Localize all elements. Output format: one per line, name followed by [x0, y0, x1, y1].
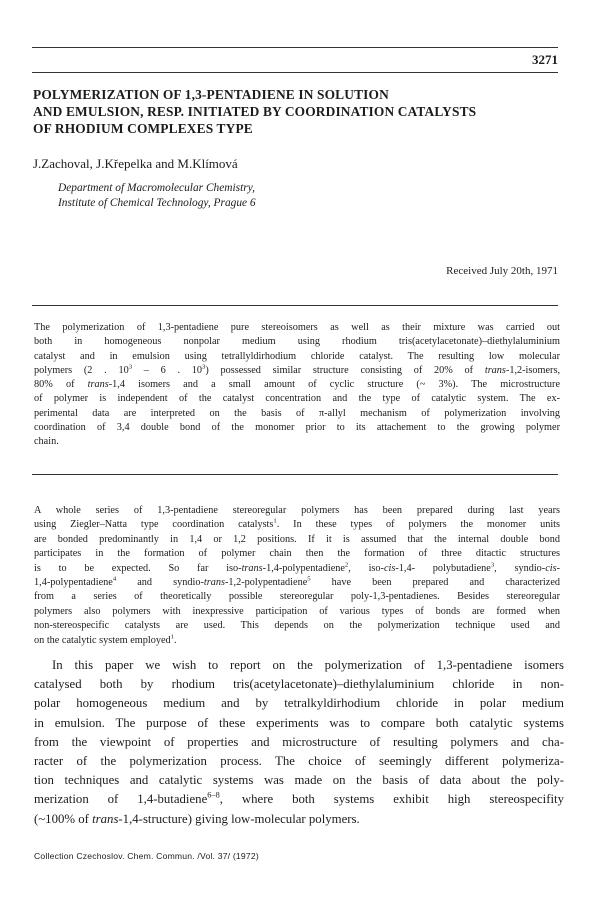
abstract-line: both in homogeneous nonpolar medium using rhodium tris(acetylacetonate)–diethylaluminium	[34, 336, 560, 348]
intro-line: polymers also polymers with inexpressive participation of various types of bonds are formed when	[34, 605, 560, 617]
affiliation-line: Department of Macromolecular Chemistry,	[58, 182, 255, 194]
abstract-bottom-rule	[32, 474, 558, 475]
abstract-line: perimental data are interpreted on the basis of π-allyl mechanism of polymerization involving	[34, 407, 560, 419]
intro-line: non-stereospecific catalysts are used. This depends on the polymerization technique used and	[34, 620, 560, 632]
body-line: tion techniques and catalytic systems was made on the basis of data about the poly-	[34, 773, 564, 788]
intro-line: is to be expected. So far iso-trans-1,4-polypentadiene$^2$, iso-cis-1,4- polybutadiene$^3$, syndio-cis-	[34, 561, 561, 574]
affiliation-line: Institute of Chemical Technology, Prague 6	[58, 197, 256, 209]
intro-line: A whole series of 1,3-pentadiene stereoregular polymers has been prepared during last years	[34, 505, 560, 516]
body-line: from the viewpoint of properties and microstructure of resulting polymers and cha-	[34, 734, 564, 749]
intro-line: from a series of theoretically possible stereoregular poly-1,3-pentadienes. Besides stereoregular	[34, 591, 560, 603]
intro-line: on the catalytic system employed$^1$.	[34, 633, 177, 646]
abstract-line: polymers (2 . $10^3 - 6$ . $10^3$) possessed similar structure consisting of 20% of trans-1,2-isomers,	[34, 363, 561, 376]
abstract-line: coordination of 3,4 double bond of the monomer prior to its attachement to the growing polymer	[34, 422, 560, 434]
journal-footer: Collection Czechoslov. Chem. Commun. /Vol. 37/ (1972)	[34, 851, 259, 861]
body-line: polar homogeneous medium and by tetralkyldirhodium chloride in polar medium	[34, 696, 564, 711]
abstract	[34, 321, 560, 450]
body-line: (~100% of trans-1,4-structure) giving low-molecular polymers.	[34, 811, 360, 826]
title-line: AND EMULSION, RESP. INITIATED BY COORDINATION CATALYSTS	[33, 104, 477, 119]
header-rule-lower	[32, 72, 558, 73]
body-line: merization of 1,4-butadiene$^{6-8}$, where both systems exhibit high stereospecifity	[34, 791, 564, 807]
abstract-line: of polymer is independent of the catalyst concentration and the type of catalytic system. The ex-	[34, 393, 560, 405]
abstract-line: catalyst and in emulsion using tetrallyldirhodium chloride catalyst. The resulting low molecular	[34, 350, 560, 362]
body-line: racter of the polymerization process. The choice of seemingly different polymeriza-	[34, 754, 564, 769]
body-line: catalysed both by rhodium tris(acetylacetonate)–diethylaluminium chloride in non-	[34, 677, 564, 692]
abstract-top-rule	[32, 305, 558, 306]
abstract-line: chain.	[34, 436, 59, 448]
author-list: J.Zachoval, J.Křepelka and M.Klímová	[33, 156, 238, 171]
author-affiliation	[58, 181, 256, 211]
intro-line: participates in the formation of polymer chain then the formation of three ditactic structures	[34, 548, 560, 560]
intro-line: using Ziegler–Natta type coordination catalysts$^1$. In these types of polymers the monomer units	[34, 518, 560, 531]
article-title	[33, 86, 573, 137]
title-line: POLYMERIZATION OF 1,3-PENTADIENE IN SOLUTION	[33, 87, 389, 102]
body-line: in emulsion. The purpose of these experiments was to compare both catalytic systems	[34, 715, 564, 730]
header-rule	[32, 47, 558, 48]
intro-line: 1,4-polypentadiene$^4$ and syndio-trans-1,2-polypentadiene$^5$ have been prepared and characterized	[34, 575, 560, 589]
intro-line: are bonded predominantly in 1,4 or 1,2 positions. If it is assumed that the internal double bond	[34, 533, 560, 545]
abstract-line: The polymerization of 1,3-pentadiene pure stereoisomers as well as their mixture was carried out	[34, 322, 560, 333]
introduction-paragraph	[34, 504, 560, 648]
received-date: Received July 20th, 1971	[446, 265, 558, 277]
body-line: In this paper we wish to report on the polymerization of 1,3-pentadiene isomers	[52, 658, 564, 672]
page-number: 3271	[532, 52, 558, 67]
body-paragraph	[34, 656, 564, 829]
title-line: OF RHODIUM COMPLEXES TYPE	[33, 121, 253, 136]
abstract-line: 80% of trans-1,4 isomers and a small amount of cyclic structure (~ 3%). The microstructure	[34, 379, 560, 391]
